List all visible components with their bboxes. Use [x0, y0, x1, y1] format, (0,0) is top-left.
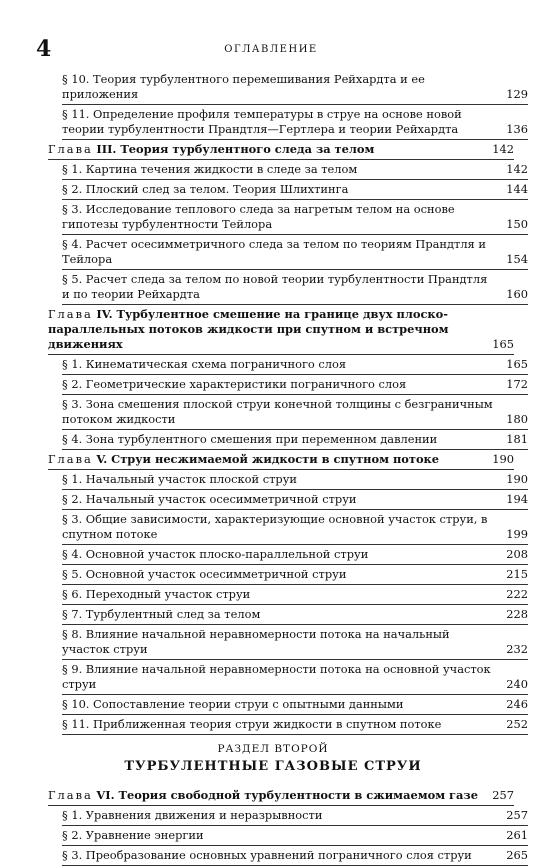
section-title: § 3. Общие зависимости, характеризующие основной участок струи, в спутном потоке	[62, 512, 488, 541]
part-title: ТУРБУЛЕНТНЫЕ ГАЗОВЫЕ СТРУИ	[124, 759, 422, 774]
page-number: 4	[36, 36, 52, 62]
section-entry	[62, 432, 528, 450]
section-entry	[62, 848, 528, 866]
toc-block-4	[0, 472, 546, 735]
toc-block-3	[0, 357, 546, 450]
chapter-entry	[48, 788, 514, 806]
section-title: § 1. Картина течения жидкости в следе за телом	[62, 162, 358, 176]
section-entry	[62, 377, 528, 395]
section-entry	[62, 272, 528, 305]
section-title: § 2. Начальный участок осесимметричной струи	[62, 492, 357, 506]
chapter-label: Глава	[48, 788, 93, 802]
chapter-title: IV. Турбулентное смешение на границе двух плоско-параллельных потоков жидкости при спутном и встречном движениях	[48, 307, 449, 351]
chapter-label: Глава	[48, 307, 93, 321]
page-ref: 222	[506, 587, 528, 601]
page-ref: 142	[492, 142, 514, 156]
section-entry	[62, 607, 528, 625]
page-ref: 190	[506, 472, 528, 486]
section-title: § 4. Расчет осесимметричного следа за телом по теориям Прандтля и Тейлора	[62, 237, 486, 266]
chapter-entry	[48, 142, 514, 160]
section-entry	[62, 662, 528, 695]
section-title: § 1. Начальный участок плоской струи	[62, 472, 297, 486]
chapter-label: Глава	[48, 452, 93, 466]
section-title: § 2. Плоский след за телом. Теория Шлихтинга	[62, 182, 349, 196]
section-entry	[62, 512, 528, 545]
page-ref: 261	[506, 828, 528, 842]
toc-block-2	[0, 162, 546, 305]
chapter-4	[0, 307, 546, 355]
page-ref: 232	[506, 642, 528, 656]
page-ref: 142	[506, 162, 528, 176]
page-ref: 265	[506, 848, 528, 862]
section-entry	[62, 397, 528, 430]
section-title: § 10. Сопоставление теории струи с опытными данными	[62, 697, 404, 711]
section-entry	[62, 587, 528, 605]
section-entry	[62, 237, 528, 270]
chapter-label: Глава	[48, 142, 93, 156]
section-title: § 2. Уравнение энергии	[62, 828, 204, 842]
page-ref: 240	[506, 677, 528, 691]
page-ref: 165	[506, 357, 528, 371]
page-ref: 172	[506, 377, 528, 391]
section-entry	[62, 828, 528, 846]
page-ref: 144	[506, 182, 528, 196]
section-entry	[62, 107, 528, 140]
page-ref: 199	[506, 527, 528, 541]
page-ref: 190	[492, 452, 514, 466]
section-entry	[62, 182, 528, 200]
section-title: § 4. Основной участок плоско-параллельной струи	[62, 547, 369, 561]
section-entry	[62, 717, 528, 735]
chapter-5	[0, 452, 546, 470]
section-title: § 3. Преобразование основных уравнений пограничного слоя струи	[62, 848, 472, 862]
section-title: § 5. Основной участок осесимметричной струи	[62, 567, 347, 581]
section-title: § 3. Исследование теплового следа за нагретым телом на основе гипотезы турбулентности Тейлора	[62, 202, 455, 231]
section-title: § 10. Теория турбулентного перемешивания Рейхардта и ее приложения	[62, 72, 425, 101]
page-ref: 160	[506, 287, 528, 301]
section-entry	[62, 72, 528, 105]
section-entry	[62, 162, 528, 180]
section-title: § 11. Определение профиля температуры в струе на основе новой теории турбулентности Прандтля—Гертлера и теории Рейхардта	[62, 107, 462, 136]
section-title: § 1. Уравнения движения и неразрывности	[62, 808, 323, 822]
section-entry	[62, 808, 528, 826]
page-ref: 257	[506, 808, 528, 822]
chapter-entry	[48, 307, 514, 355]
toc-block-5	[0, 808, 546, 866]
chapter-6	[0, 788, 546, 806]
page-ref: 208	[506, 547, 528, 561]
section-title: § 4. Зона турбулентного смешения при переменном давлении	[62, 432, 438, 446]
part-label: РАЗДЕЛ ВТОРОЙ	[217, 743, 329, 755]
page-ref: 154	[506, 252, 528, 266]
chapter-entry	[48, 452, 514, 470]
section-title: § 8. Влияние начальной неравномерности потока на начальный участок струи	[62, 627, 450, 656]
section-title: § 11. Приближенная теория струи жидкости в спутном потоке	[62, 717, 442, 731]
section-entry	[62, 492, 528, 510]
section-title: § 7. Турбулентный след за телом	[62, 607, 261, 621]
running-title: ОГЛАВЛЕНИЕ	[224, 44, 318, 55]
section-title: § 5. Расчет следа за телом по новой теории турбулентности Прандтля и по теории Рейхардта	[62, 272, 488, 301]
section-title: § 6. Переходный участок струи	[62, 587, 251, 601]
section-title: § 9. Влияние начальной неравномерности потока на основной участок струи	[62, 662, 491, 691]
chapter-title: V. Струи несжимаемой жидкости в спутном потоке	[96, 452, 440, 466]
section-entry	[62, 567, 528, 585]
page-ref: 136	[506, 122, 528, 136]
page-ref: 180	[506, 412, 528, 426]
section-title: § 1. Кинематическая схема пограничного слоя	[62, 357, 347, 371]
section-entry	[62, 627, 528, 660]
chapter-title: VI. Теория свободной турбулентности в сжимаемом газе	[96, 788, 478, 802]
section-entry	[62, 472, 528, 490]
toc-block-1	[0, 72, 546, 140]
toc	[0, 72, 546, 868]
page-ref: 228	[506, 607, 528, 621]
page-ref: 181	[506, 432, 528, 446]
chapter-3	[0, 142, 546, 160]
page-ref: 252	[506, 717, 528, 731]
page-ref: 129	[506, 87, 528, 101]
page-ref: 165	[492, 337, 514, 351]
page-ref: 246	[506, 697, 528, 711]
section-entry	[62, 547, 528, 565]
section-entry	[62, 357, 528, 375]
section-entry	[62, 202, 528, 235]
chapter-title: III. Теория турбулентного следа за телом	[96, 142, 375, 156]
section-title: § 3. Зона смешения плоской струи конечной толщины с безграничным потоком жидкости	[62, 397, 493, 426]
page-ref: 257	[492, 788, 514, 802]
section-entry	[62, 697, 528, 715]
page-ref: 150	[506, 217, 528, 231]
page-ref: 194	[506, 492, 528, 506]
section-title: § 2. Геометрические характеристики пограничного слоя	[62, 377, 407, 391]
page-ref: 215	[506, 567, 528, 581]
page-header	[36, 36, 506, 64]
